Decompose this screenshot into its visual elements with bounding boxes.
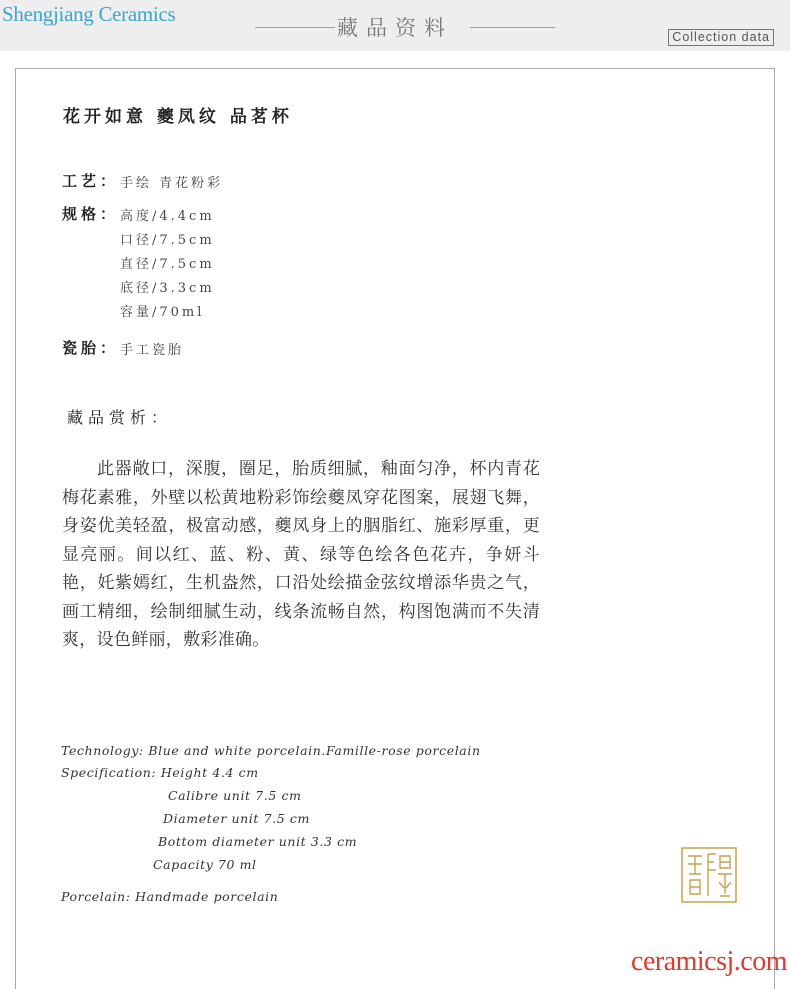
footer-watermark[interactable]: ceramicsj.com: [631, 946, 787, 977]
brand-name[interactable]: Shengjiang Ceramics: [2, 2, 176, 26]
craft-value: 手绘 青花粉彩: [120, 176, 224, 191]
spec-height: 高度/4.4cm: [120, 209, 215, 224]
en-capacity: Capacity 70 ml: [153, 857, 257, 872]
spec-label: 规格：: [62, 205, 120, 223]
en-specification: Specification: Height 4.4 cm: [61, 765, 259, 780]
en-technology: Technology: Blue and white porcelain.Famille-rose porcelain: [61, 743, 481, 758]
header-divider-right: [470, 27, 555, 28]
en-diameter: Diameter unit 7.5 cm: [163, 811, 310, 826]
gold-seal-icon: [680, 846, 738, 904]
en-porcelain: Porcelain: Handmade porcelain: [61, 889, 279, 904]
craft-label: 工艺：: [62, 172, 120, 190]
spec-mouth-diameter: 口径/7.5cm: [120, 233, 215, 248]
body-label: 瓷胎：: [62, 339, 120, 357]
spec-capacity: 容量/70ml: [120, 305, 205, 320]
appreciation-text: 此器敞口，深腹，圈足，胎质细腻，釉面匀净，杯内青花梅花素雅，外壁以松黄地粉彩饰绘夔凤穿花图案，展翅飞舞，身姿优美轻盈，极富动感，夔凤身上的胭脂红、施彩厚重，更显亮丽。间以红、蓝、粉、黄、绿等色绘各色花卉，争妍斗艳，奼紫嫣红，生机盎然，口沿处绘描金弦纹增添华贵之气，画工精细，绘制细腻生动，线条流畅自然，构图饱满而不失清爽，设色鲜丽，敷彩准确。: [62, 459, 540, 650]
en-calibre: Calibre unit 7.5 cm: [168, 788, 302, 803]
header-bar: [0, 0, 790, 51]
body-value: 手工瓷胎: [120, 343, 185, 358]
spec-diameter: 直径/7.5cm: [120, 257, 215, 272]
header-title: 藏品资料: [337, 16, 453, 40]
appreciation-title: 藏品赏析：: [67, 408, 173, 427]
product-title: 花开如意 夔凤纹 品茗杯: [63, 107, 293, 127]
en-bottom-diameter: Bottom diameter unit 3.3 cm: [158, 834, 358, 849]
spec-bottom-diameter: 底径/3.3cm: [120, 281, 215, 296]
header-subtitle-en: Collection data: [668, 29, 774, 46]
